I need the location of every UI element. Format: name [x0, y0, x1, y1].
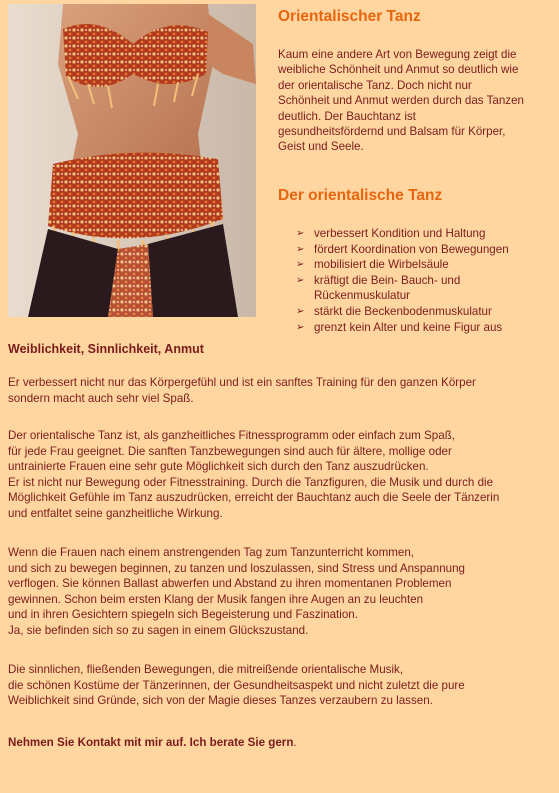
intro-line: der orientalische Tanz. Doch nicht nur: [278, 78, 472, 92]
arrow-bullet-icon: ➢: [296, 228, 305, 239]
contact-line: Nehmen Sie Kontakt mit mir auf. Ich berate Sie gern.: [8, 736, 297, 749]
list-item: ➢ mobilisiert die Wirbelsäule: [296, 258, 449, 272]
list-item: ➢ stärkt die Beckenbodenmuskulatur: [296, 304, 492, 318]
arrow-bullet-icon: ➢: [296, 259, 305, 271]
contact-text: Nehmen Sie Kontakt mit mir auf. Ich berate Sie gern: [8, 736, 294, 749]
heading-der-orientalische-tanz: Der orientalische Tanz: [278, 187, 443, 204]
intro-line: Geist und Seele.: [278, 140, 364, 154]
intro-line: Schönheit und Anmut werden durch das Tanzen: [278, 94, 524, 108]
intro-line: gesundheitsfördernd und Balsam für Körper,: [278, 125, 506, 139]
benefits-list: [296, 226, 556, 335]
paragraph-2: Der orientalische Tanz ist, als ganzheitliches Fitnessprogramm oder einfach zum Spaß, für jede Frau geeignet. Die sanften Tanzbewegungen sind auch für ältere, mollige oder untrainierte Frauen eine sehr gute Möglichkeit sich durch den Tanz auszudrücken. Er ist nicht nur Bewegung oder Fitnesstraining. Durch die Tanzfiguren, die Musik und durch die Möglichkeit Gefühle im Tanz auszudrücken, erreicht der Bauchtanz auch die Seele der Tänzerin und entfaltet seine ganzheitliche Wirkung.: [8, 429, 500, 520]
list-item: ➢ verbessert Kondition und Haltung: [296, 227, 486, 240]
intro-line: deutlich. Der Bauchtanz ist: [278, 109, 416, 123]
intro-line: Kaum eine andere Art von Bewegung zeigt die: [278, 48, 517, 61]
list-item: ➢ grenzt kein Alter und keine Figur aus: [296, 320, 503, 334]
subheading: Weiblichkeit, Sinnlichkeit, Anmut: [8, 342, 204, 356]
intro-line: weibliche Schönheit und Anmut so deutlich wie: [278, 63, 519, 77]
list-item-continuation: Rückenmuskulatur: [314, 289, 411, 303]
paragraph-1: Er verbessert nicht nur das Körpergefühl und ist ein sanftes Training für den ganzen Körper sondern macht auch sehr viel Spaß.: [8, 376, 476, 405]
dancer-photo: [8, 4, 256, 317]
intro-paragraph: [278, 47, 550, 155]
paragraph-4: Die sinnlichen, fließenden Bewegungen, die mitreißende orientalische Musik, die schönen Kostüme der Tänzerinnen, der Gesundheitsaspekt und nicht zuletzt die pure Weiblichkeit sind Gründe, sich von der Magie dieses Tanzes verzaubern zu lassen.: [8, 663, 465, 708]
list-item: ➢ fördert Koordination von Bewegungen: [296, 242, 509, 256]
arrow-bullet-icon: ➢: [296, 274, 305, 286]
paragraph-3: Wenn die Frauen nach einem anstrengenden Tag zum Tanzunterricht kommen, und sich zu bewegen beginnen, zu tanzen und loszulassen, sind Stress und Anspannung verflogen. Sie können Ballast abwerfen und Abstand zu ihren momentanen Problemen gewinnen. Schon beim ersten Klang der Musik fangen ihre Augen an zu leuchten und in ihren Gesichtern spiegeln sich Begeisterung und Faszination. Ja, sie befinden sich so zu sagen in einem Glückszustand.: [8, 546, 465, 637]
arrow-bullet-icon: ➢: [296, 305, 305, 317]
arrow-bullet-icon: ➢: [296, 321, 305, 333]
list-item: ➢ kräftigt die Bein- Bauch- und: [296, 273, 461, 287]
arrow-bullet-icon: ➢: [296, 243, 305, 255]
heading-orientalischer-tanz: Orientalischer Tanz: [278, 8, 421, 25]
